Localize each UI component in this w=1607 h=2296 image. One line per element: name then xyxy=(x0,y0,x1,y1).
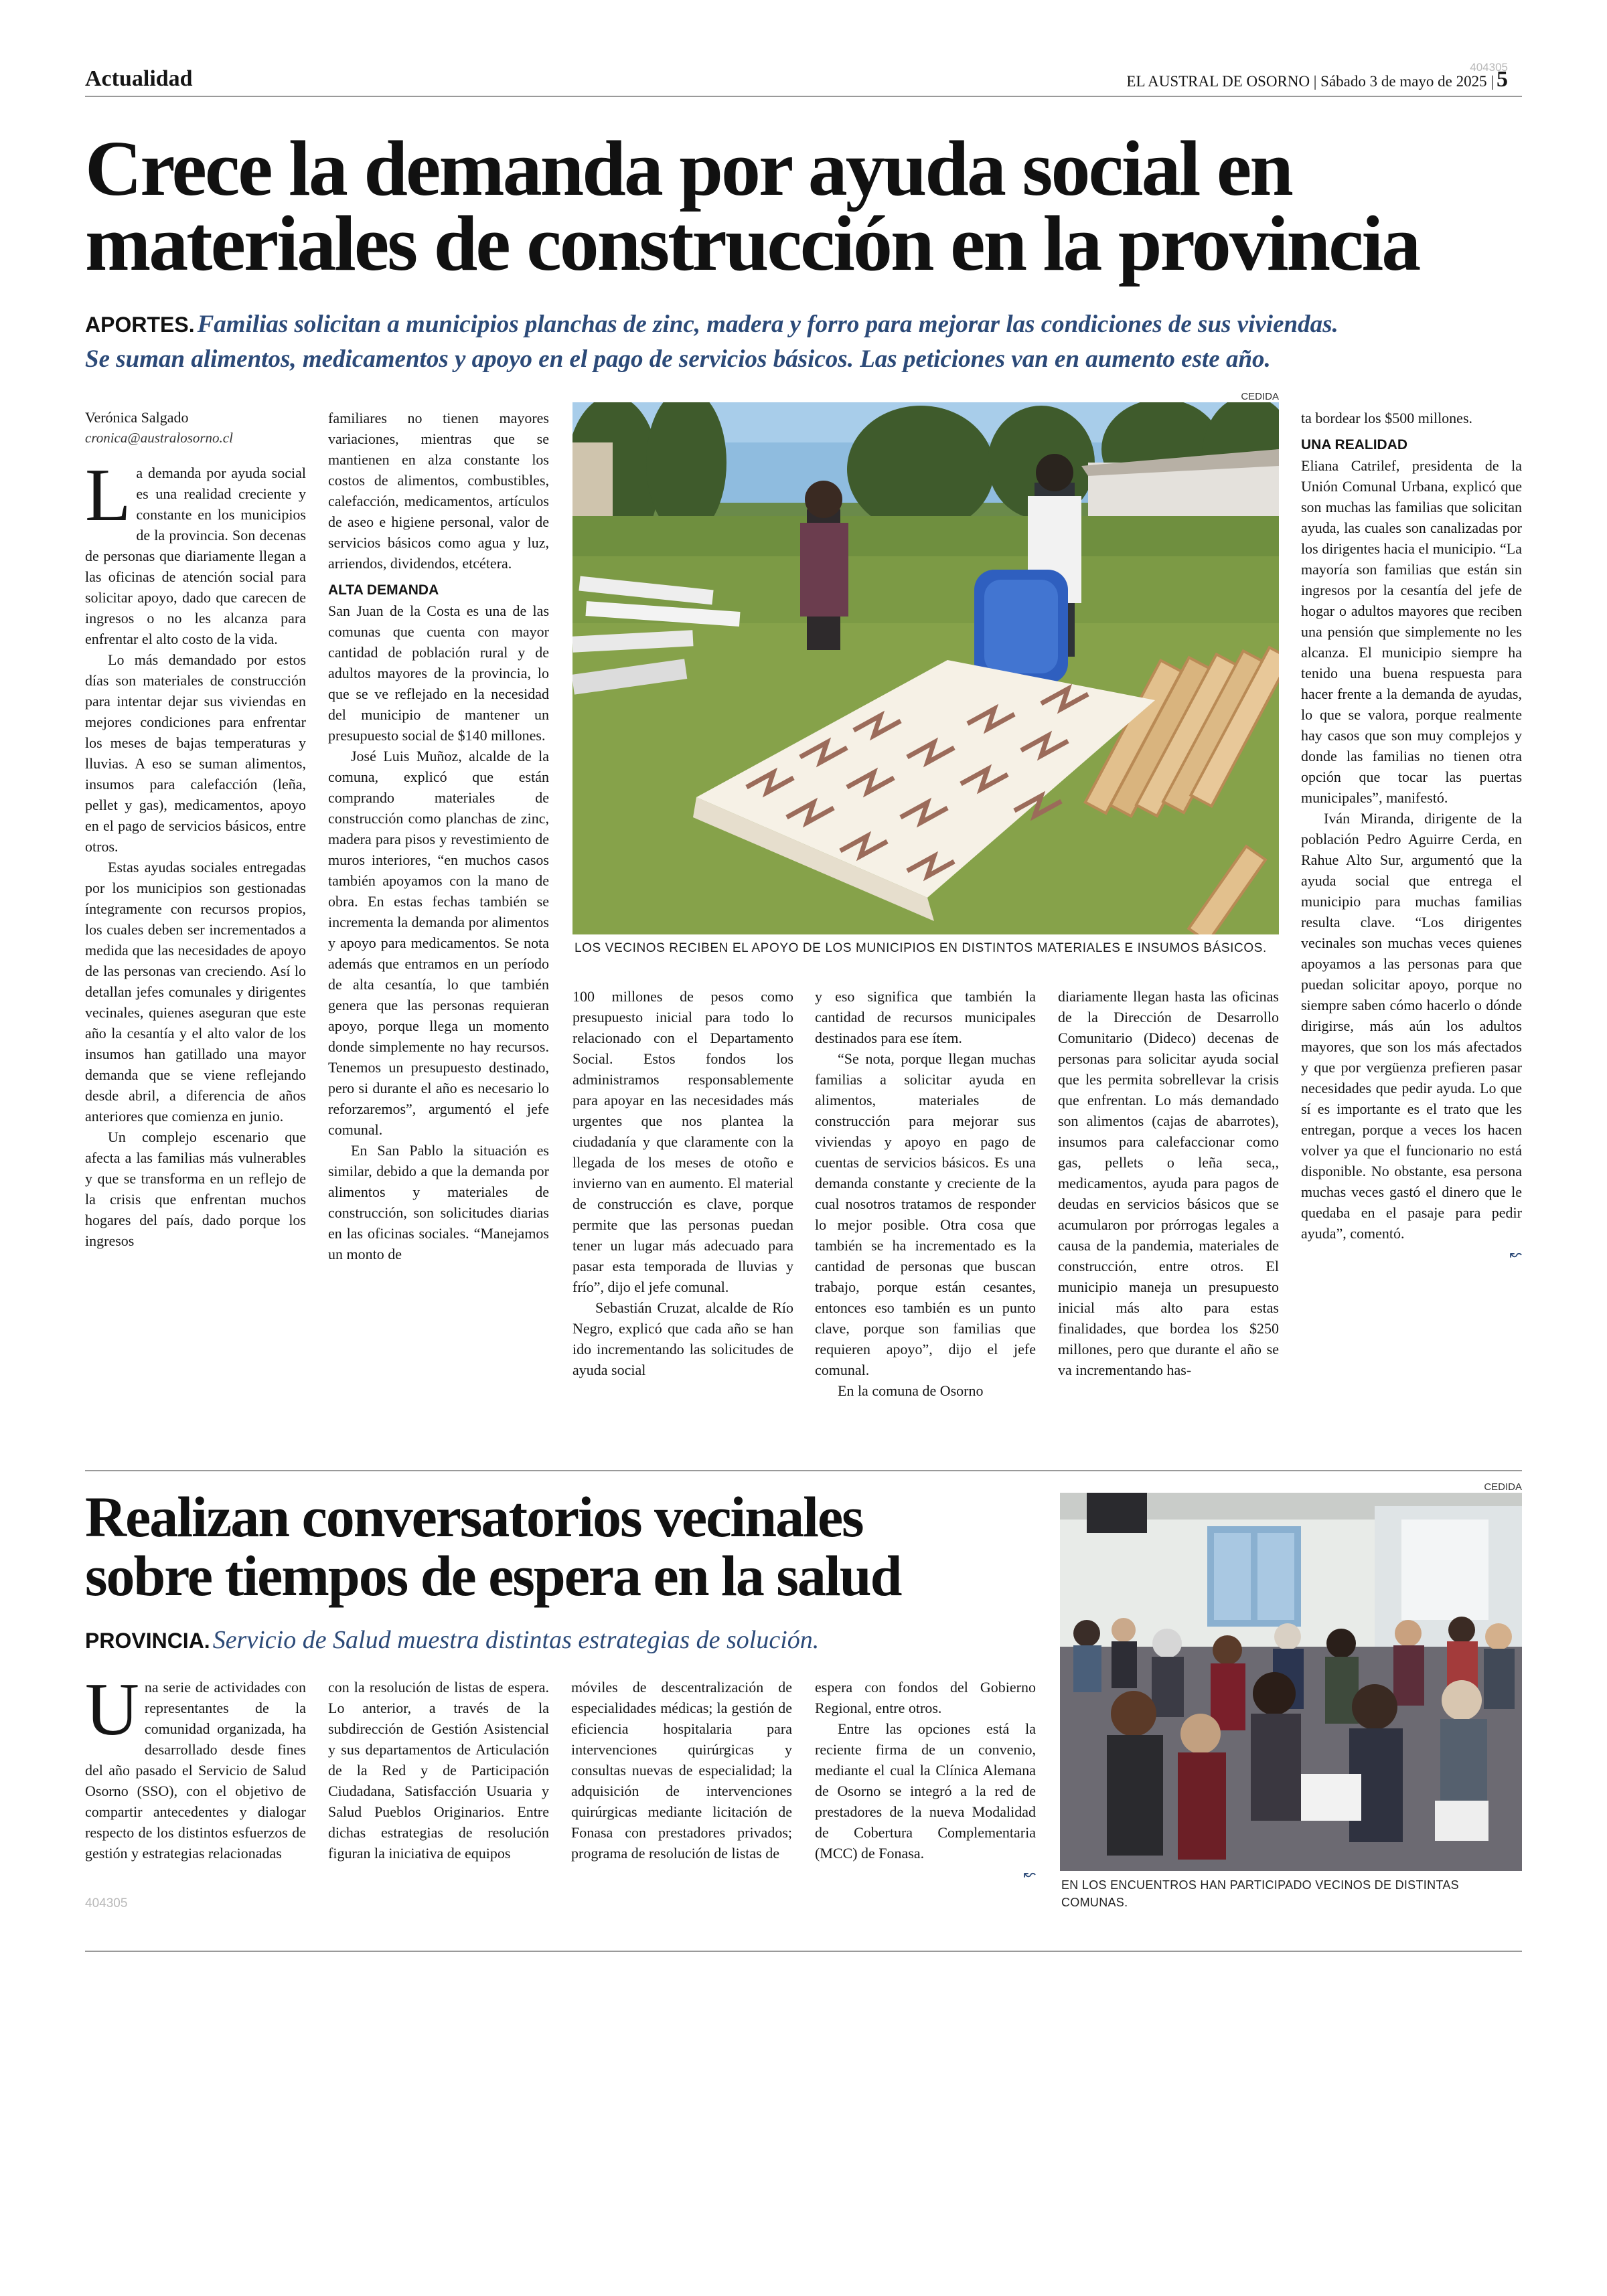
newspaper-date: EL AUSTRAL DE OSORNO | Sábado 3 de mayo de 2025 | xyxy=(1126,73,1494,90)
article1-photo xyxy=(572,402,1279,934)
article2-column-1 xyxy=(85,1677,306,1898)
article2-column-2 xyxy=(328,1677,549,1898)
article-separator xyxy=(85,1470,1522,1471)
article1-column-5 xyxy=(1058,986,1279,1455)
article1-paragraph: En San Pablo la situación es similar, debido a que la demanda por alimentos y materiales de construcción, son solicitudes diarias en las oficinas sociales. “Manejamos un monto de xyxy=(328,1142,549,1262)
article2-photo-credit: CEDIDA xyxy=(1484,1481,1522,1493)
article1-paragraph: diariamente llegan hasta las oficinas de la Dirección de Desarrollo Comunitario (Dideco) decenas de personas para solicitar ayuda social que les permita sobrellevar la crisis que enfrentan. Lo más demandado son alimentos (cajas de abarrotes), insumos para calefaccionar como gas, pellets o leña seca,, medicamentos, ayuda para pagos de deudas en servicios básicos que se acumularon por prórrogas legales a causa de la pandemia, materiales de construcción, entre otros. El municipio maneja un presupuesto inicial más alto para estas finalidades, que bordea los $250 millones, pero que durante el año se va incrementando has- xyxy=(1058,988,1279,1378)
article1-paragraph: San Juan de la Costa es una de las comunas que cuenta con mayor cantidad de población rural y de adultos mayores de la provincia, lo que se ve reflejado en la necesidad del municipio de mantener un presupuesto social de $140 millones. xyxy=(328,602,549,744)
article1-column-3 xyxy=(572,986,793,1455)
article1-photo-credit: CEDIDA xyxy=(1241,391,1279,402)
page-code-bottom: 404305 xyxy=(85,1896,128,1910)
header-rule xyxy=(85,96,1522,97)
article2-paragraph: espera con fondos del Gobierno Regional, entre otros. xyxy=(815,1679,1036,1716)
article2-paragraph: Entre las opciones está la reciente firma de un convenio, mediante el cual la Clínica Alemana de Osorno se integró a la red de prestadores de la nueva Modalidad de Cobertura Complementaria (MCC) de Fonasa. xyxy=(815,1720,1036,1862)
article2-headline xyxy=(85,1485,1056,1608)
article1-paragraph: Eliana Catrilef, presidenta de la Unión Comunal Urbana, explicó que son muchas las familias que solicitan ayuda, las cuales son canalizadas por los dirigentes hacia el municipio. “La mayoría son familias que están sin ingresos por la cesantía del jefe de hogar o adultos mayores que reciben una pensión que simplemente no les alcanza. El municipio siempre ha tenido una buena respuesta para hacer frente a la demanda de ayudas, lo que se valora, porque realmente hay casos que son muy complejos y donde las familias no tienen otra opción que tocar las puertas municipales”, manifestó. xyxy=(1301,457,1522,806)
section-label: Actualidad xyxy=(85,66,193,91)
article1-paragraph: Un complejo escenario que afecta a las familias más vulnerables y que se transforma en un reflejo de la crisis que enfrentan muchos hogares del país, dado porque los ingresos xyxy=(85,1129,306,1249)
article1-end-mark: ↜ xyxy=(1509,1246,1522,1263)
article1-headline-line2: materiales de construcción en la provincia xyxy=(85,199,1420,287)
article1-column-1 xyxy=(85,408,306,1455)
photo-community-meeting xyxy=(1060,1493,1522,1871)
article2-paragraph: con la resolución de listas de espera. Lo anterior, a través de la subdirección de Gestión Asistencial y sus departamentos de Articulación de la Red y de Participación Ciudadana, Satisfacción Usuaria y Salud Pueblos Originarios. Entre dichas estrategias de resolución figuran la iniciativa de equipos xyxy=(328,1679,549,1862)
article1-paragraph: “Se nota, porque llegan muchas familias a solicitar ayuda en alimentos, materiales de construcción para mejorar sus viviendas y apoyo en pago de cuentas de servicios básicos. Es una demanda constante y creciente de la cual nosotros tratamos de responder lo mejor posible. Otra cosa que también se ha incrementado es la cantidad de personas que buscan trabajo, porque están cesantes, entonces eso también es un punto clave, porque son familias que requieren apoyo”, dijo el jefe comunal. xyxy=(815,1050,1036,1378)
page-number: 5 xyxy=(1497,67,1508,92)
article1-headline-line1: Crece la demanda por ayuda social en xyxy=(85,125,1292,212)
article1-paragraph: ta bordear los $500 millones. xyxy=(1301,410,1473,426)
article1-column-2 xyxy=(328,408,549,1455)
photo-neighbors-mattress xyxy=(572,402,1279,934)
article1-subhead-alta-demanda: ALTA DEMANDA xyxy=(328,582,439,598)
article1-paragraph: Iván Miranda, dirigente de la población Pedro Aguirre Cerda, en Rahue Alto Sur, argumentó que la ayuda social que entrega el municipio para muchas familias resulta clave. “Los dirigentes vecinales son muchas veces quienes apoyamos a las personas para que puedan solicitar apoyo, porque no siempre saben cómo hacerlo o dónde dirigirse, más aún los adultos mayores, que son los más afectados y que por vergüenza prefieren pasar necesidades que pedir ayuda. Lo que sí es importante es el trato que les entregan, porque a veces los hacen volver ya que el funcionario no está disponible. No obstante, esa persona muchas veces gastó el dinero que le quedaba en el pasaje para pedir ayuda”, comentó. xyxy=(1301,810,1522,1242)
article1-paragraph: familiares no tienen mayores variaciones, mientras que se mantienen en alza constante los costos de alimentos, combustibles, calefacción, medicamentos, artículos de aseo e higiene personal, valor de servicios básicos como agua y luz, arriendos, dividendos, etcétera. xyxy=(328,410,549,572)
article1-column-4 xyxy=(815,986,1036,1455)
article1-photo-caption: LOS VECINOS RECIBEN EL APOYO DE LOS MUNICIPIOS EN DISTINTOS MATERIALES E INSUMOS BÁSICOS. xyxy=(575,941,1267,955)
article1-paragraph: Estas ayudas sociales entregadas por los municipios son gestionadas íntegramente con recursos propios, los cuales deben ser incrementados a medida que las necesidades de apoyo de las personas van creciendo. Así lo detallan jefes comunales y dirigentes vecinales, quienes aseguran que este año la cesantía y el alto valor de los insumos han gatillado una mayor demanda que se viene reflejando desde abril, a diferencia de años anteriores que comienza en junio. xyxy=(85,859,306,1125)
article2-column-3 xyxy=(571,1677,792,1898)
article2-column-4 xyxy=(815,1677,1036,1898)
article2-deck xyxy=(85,1623,1056,1658)
article1-deck xyxy=(85,307,1522,377)
article2-headline-line1: Realizan conversatorios vecinales xyxy=(85,1485,863,1549)
article1-paragraph: En la comuna de Osorno xyxy=(838,1382,984,1399)
article1-paragraph: José Luis Muñoz, alcalde de la comuna, explicó que están comprando materiales de construcción como planchas de zinc, madera para pisos y revestimiento de muros interiores, “en muchos casos también apoyamos con la mano de obra. En estas fechas también se incrementa la demanda por alimentos y apoyo para medicamentos. Se nota además que entramos en un período de alta cesantía, lo que también genera que las personas requieran apoyo, porque llega un momento donde simplemente no hay recursos. Tenemos un presupuesto destinado, pero si durante el año es necesario lo reforzaremos”, argumentó el jefe comunal. xyxy=(328,748,549,1138)
article1-paragraph: 100 millones de pesos como presupuesto inicial para todo lo relacionado con el Departamento Social. Estos fondos los administramos responsablemente para apoyar en las necesidades más urgentes que nos plantea la ciudadanía y que claramente con la llegada de los meses de otoño e invierno van en aumento. El material de construcción es clave, porque permite que las personas puedan tener un lugar más adecuado para pasar esta temporada de lluvias y frío”, dijo el jefe comunal. xyxy=(572,988,793,1295)
article2-photo-caption: EN LOS ENCUENTROS HAN PARTICIPADO VECINOS DE DISTINTAS COMUNAS. xyxy=(1061,1878,1459,1909)
article1-headline xyxy=(85,125,1522,287)
article1-subhead-una-realidad: UNA REALIDAD xyxy=(1301,437,1408,453)
article1-column-6 xyxy=(1301,408,1522,1455)
author-email: cronica@australosorno.cl xyxy=(85,430,233,446)
bottom-rule xyxy=(85,1951,1522,1952)
article2-headline-line2: sobre tiempos de espera en la salud xyxy=(85,1544,901,1608)
article1-deck-line1: Familias solicitan a municipios planchas de zinc, madera y forro para mejorar las condiciones de sus viviendas. xyxy=(197,311,1338,338)
article2-paragraph: móviles de descentralización de especialidades médicas; la gestión de eficiencia hospitalaria para intervenciones quirúrgicas y consultas nuevas de especialidad; la adquisición de intervenciones quirúrgicas mediante licitación de Fonasa con prestadores privados; programa de resolución de listas de xyxy=(571,1679,792,1862)
page-code-top: 404305 xyxy=(1470,61,1508,74)
article1-paragraph: La demanda por ayuda social es una realidad creciente y constante en los municipios de la provincia. Son decenas de personas que diariamente llegan a las oficinas de atención social para solicitar apoyo, dado que carecen de ingresos o no les alcanza para enfrentar el alto costo de la vida. xyxy=(85,454,306,647)
article2-paragraph: Una serie de actividades con representantes de la comunidad organizada, ha desarrollado desde fines del año pasado el Servicio de Salud Osorno (SSO), con el objetivo de compartir antecedentes y dialogar respecto de los distintos esfuerzos de gestión y estrategias relacionadas xyxy=(85,1677,306,1862)
article2-kicker: PROVINCIA. xyxy=(85,1629,210,1653)
article1-paragraph: y eso significa que también la cantidad de recursos municipales destinados para ese ítem. xyxy=(815,988,1036,1046)
author: Verónica Salgado xyxy=(85,409,189,426)
article1-paragraph: Sebastián Cruzat, alcalde de Río Negro, explicó que cada año se han ido incrementando las solicitudes de ayuda social xyxy=(572,1299,793,1378)
article1-kicker: APORTES. xyxy=(85,313,195,337)
article2-end-mark: ↜ xyxy=(1023,1866,1036,1883)
article1-deck-line2: Se suman alimentos, medicamentos y apoyo en el pago de servicios básicos. Las peticiones van en aumento este año. xyxy=(85,345,1271,373)
article2-photo xyxy=(1060,1493,1522,1871)
article1-paragraph: Lo más demandado por estos días son materiales de construcción para intentar dejar sus viviendas en mejores condiciones para enfrentar los meses de bajas temperaturas y lluvias. A eso se suman alimentos, insumos para calefacción (leña, pellet y gas), medicamentos, apoyo en el pago de servicios básicos, entre otros. xyxy=(85,651,306,855)
article2-deck-text: Servicio de Salud muestra distintas estrategias de solución. xyxy=(212,1626,820,1654)
